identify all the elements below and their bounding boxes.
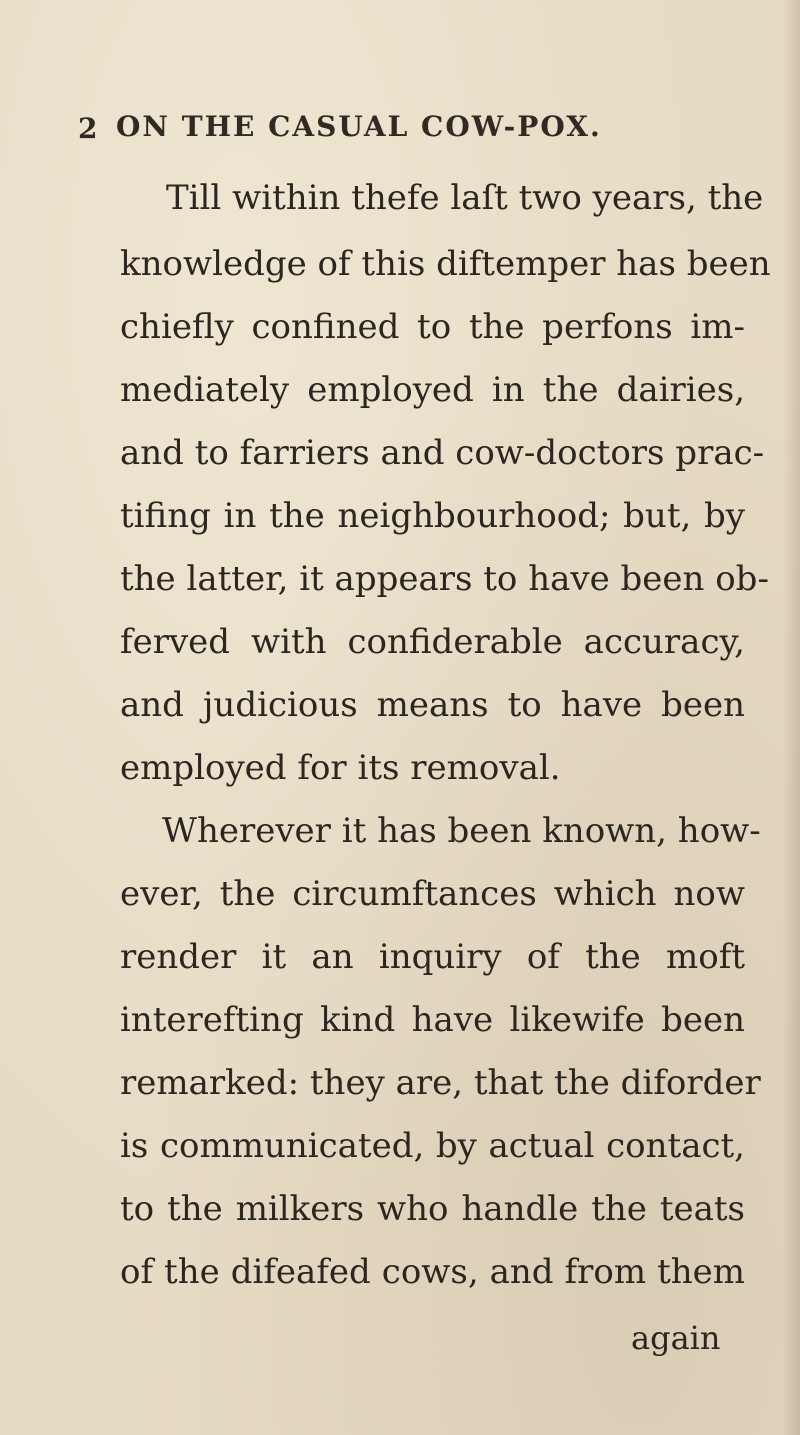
text-line: and judicious means to have been <box>120 685 745 725</box>
text-line: employed for its removal. <box>120 748 561 788</box>
text-line: render it an inquiry of the moft <box>120 937 745 977</box>
catchword: again <box>631 1319 721 1357</box>
text-line: tifing in the neighbourhood; but, by <box>120 496 745 536</box>
text-line: ever, the circumftances which now <box>120 874 745 914</box>
page-edge-shadow <box>782 0 800 1435</box>
text-line: chiefly confined to the perfons im- <box>120 307 745 347</box>
text-line: remarked: they are, that the diforder <box>120 1063 761 1103</box>
text-line: is communicated, by actual contact, <box>120 1126 745 1166</box>
page-number: 2 <box>78 112 98 145</box>
running-head: ON THE CASUAL COW-POX. <box>116 110 602 143</box>
text-line: interefting kind have likewife been <box>120 1000 745 1040</box>
text-line: knowledge of this diftemper has been <box>120 244 771 284</box>
text-line: Wherever it has been known, how- <box>162 811 761 851</box>
text-line: ferved with confiderable accuracy, <box>120 622 745 662</box>
text-line: mediately employed in the dairies, <box>120 370 745 410</box>
text-line: of the difeafed cows, and from them <box>120 1252 745 1292</box>
text-line: Till within thefe laſt two years, the <box>166 178 764 218</box>
text-line: and to farriers and cow-doctors prac- <box>120 433 765 473</box>
text-line: the latter, it appears to have been ob- <box>120 559 769 599</box>
text-line: to the milkers who handle the teats <box>120 1189 745 1229</box>
